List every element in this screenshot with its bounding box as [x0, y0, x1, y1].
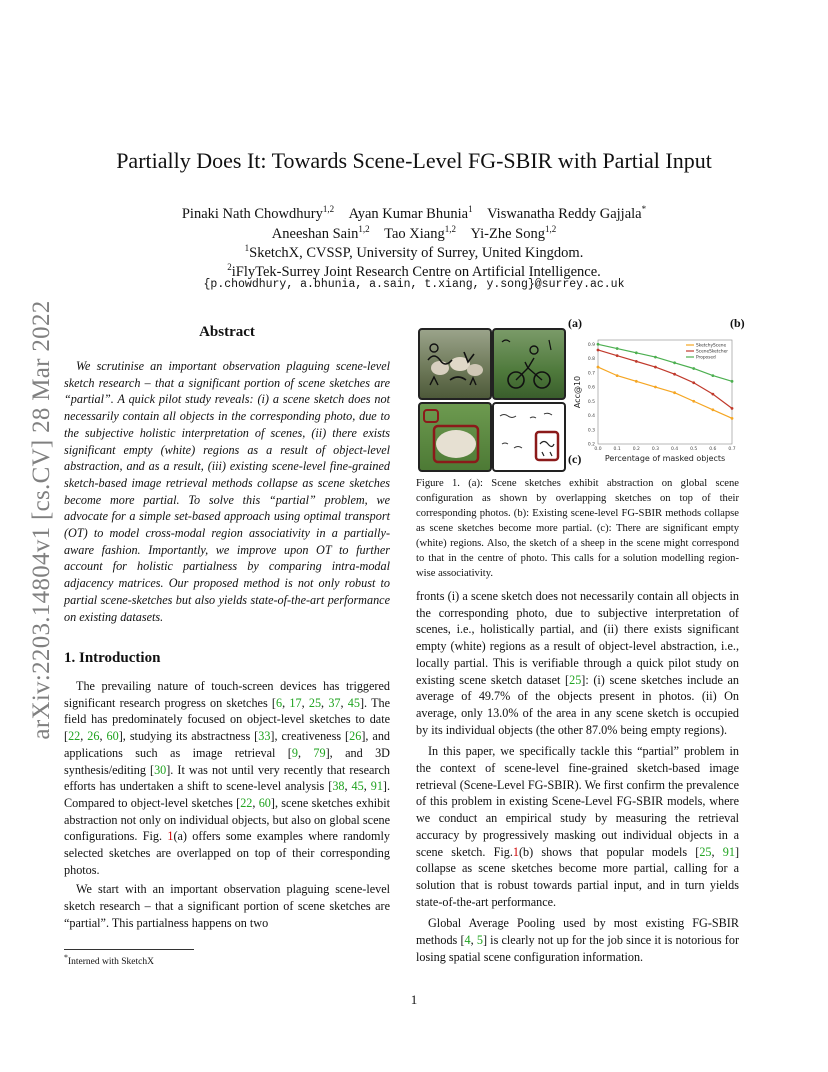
photo-bicycle-overlay	[492, 328, 566, 400]
series-point	[692, 381, 695, 384]
right-paragraph-3: Global Average Pooling used by most existing FG-SBIR methods [4, 5] is clearly not up for the job since it is notorious for losing spatial scene configuration information.	[416, 916, 739, 964]
arxiv-stamp	[22, 280, 62, 760]
citation-link[interactable]: 25	[699, 844, 712, 859]
citation-link[interactable]: 22	[240, 795, 253, 810]
series-point	[673, 373, 676, 376]
citation-link[interactable]: 26	[349, 729, 362, 744]
author-affiliation-mark: 1,2	[544, 224, 557, 234]
arxiv-id: arXiv:2203.14804v1 [cs.CV] 28 Mar 2022	[28, 300, 55, 740]
series-point	[731, 407, 734, 410]
figure-label-b: (b)	[730, 316, 745, 330]
citation-link[interactable]: 30	[154, 762, 167, 777]
citation-link[interactable]: 37	[328, 695, 341, 710]
bicycle-sketch-overlay	[494, 330, 564, 398]
x-tick-label: 0.4	[670, 447, 679, 452]
right-column	[416, 588, 739, 965]
author-affiliation-mark: 1,2	[444, 224, 456, 234]
intro-paragraph-1: The prevailing nature of touch-screen devices has triggered significant research progress on sketches [6, 17, 25, 37, 45]. The field has predominately focused on object-level sketches to date [22, 26, 60], studying its abstractness [33], creativeness [26], and applications such as image retrieval [9, 79], and 3D synthesis/editing [30]. It was not until very recently that research efforts has undertaken a shift to scene-level analysis [38, 45, 91]. Compared to object-level sketches [22, 60], scene sketches exhibit abstraction not only on individual objects, but also on global scene configurations. Fig. 1(a) offers some examples where randomly selected sketches are overlapped on top of their corresponding photos.	[64, 679, 391, 877]
x-axis-label: Percentage of masked objects	[604, 454, 726, 463]
citation-link[interactable]: 26	[87, 729, 100, 744]
footnote-mark: *	[64, 953, 68, 962]
citation-link[interactable]: 6	[276, 695, 283, 710]
citation-link[interactable]: 17	[289, 695, 302, 710]
photo-region-boxes	[420, 404, 490, 470]
sheep-sketch-overlay	[420, 330, 490, 398]
author-name: Aneeshan Sain	[271, 225, 359, 242]
y-tick-label: 0.3	[587, 428, 595, 434]
figure-ref-link[interactable]: 1	[512, 844, 519, 859]
author-affiliation-mark: 1,2	[358, 224, 370, 234]
page-number: 1	[410, 992, 418, 1007]
citation-link[interactable]: 22	[68, 729, 81, 744]
author-affiliation-mark: 1,2	[322, 204, 335, 214]
footnote-text: Interned with SketchX	[67, 957, 154, 968]
series-point	[597, 366, 600, 369]
photo-sheep-field	[418, 402, 492, 472]
photo-sheep-overlay	[418, 328, 492, 400]
series-point	[654, 356, 657, 359]
series-point	[635, 360, 638, 363]
partial-scene-sketch	[492, 402, 566, 472]
series-point	[616, 347, 619, 350]
series-point	[635, 351, 638, 354]
citation-link[interactable]: 91	[370, 779, 383, 794]
citation-link[interactable]: 45	[351, 779, 364, 794]
citation-link[interactable]: 91	[722, 844, 735, 859]
series-point	[731, 380, 734, 383]
series-point	[692, 400, 695, 403]
x-tick-label: 0.0	[594, 447, 602, 452]
abstract-text: We scrutinise an important observation plaguing scene-level sketch research – that a significant portion of scene sketches are “partial”. A quick pilot study reveals: (i) a scene sketch does not necessarily contain all objects in the corresponding photo, due to the subjective holistic interpretation of scenes, (ii) there exists significant empty (white) regions as a result of object-level abstraction, and as a result, (iii) existing scene-level fine-grained sketch-based image retrieval methods collapse as scene sketches become more partial. To solve this “partial” problem, we advocate for a simple set-based approach using optimal transport (OT) to model cross-modal region associativity in a partially-aware fashion. Importantly, we improve upon OT to further account for holistic partialness by comparing intra-modal adjacency matrices. Our proposed method is not only robust to partial scene-sketches but also yields state-of-the-art performance on existing datasets.	[64, 359, 390, 624]
figure-label-a: (a)	[568, 316, 582, 330]
figure-label-c: (c)	[568, 452, 582, 466]
citation-link[interactable]: 9	[291, 745, 298, 760]
citation-link[interactable]: 4	[464, 933, 471, 948]
legend-entry: SketchyScene	[696, 343, 727, 349]
series-point	[597, 343, 600, 346]
figure-1-caption: Figure 1. (a): Scene sketches exhibit abstraction on global scene configuration as shown by overlapping sketches on top of their corresponding photos. (b): Existing scene-level FG-SBIR methods collapse as scene sketches become more partial. (c): There are significant empty (white) regions. Also, the sketch of a sheep in the scene might correspond to that in the centre of photo. This calls for a solution modelling region-wise associativity.	[416, 478, 739, 579]
y-tick-label: 0.6	[587, 385, 595, 391]
citation-link[interactable]: 33	[258, 729, 271, 744]
affiliation-2-text: iFlyTek-Surrey Joint Research Centre on Artificial Intelligence.	[231, 263, 601, 280]
series-point	[731, 417, 734, 420]
footnote-rule	[64, 949, 194, 950]
series-point	[711, 374, 714, 377]
sketch-region-boxes	[494, 404, 564, 470]
citation-link[interactable]: 25	[308, 695, 322, 710]
section-heading-introduction: 1. Introduction	[64, 650, 161, 666]
series-point	[635, 380, 638, 383]
author-name: Yi-Zhe Song	[470, 225, 545, 242]
y-tick-label: 0.4	[587, 414, 595, 420]
right-paragraph-2: In this paper, we specifically tackle this “partial” problem in the context of scene-level fine-grained sketch-based image retrieval (Scene-Level FG-SBIR). We first confirm the prevalence of this problem in existing Scene-Level FG-SBIR models, where we conduct an empirical study by measuring the retrieval accuracy by progressively masking out individual objects in a scene sketch. Fig.1(b) shows that popular models [25, 91] collapse as scene sketches become more partial, calling for a solution that is robust towards partial input, and in turn yields state-of-the-art performance.	[416, 744, 739, 909]
series-point	[616, 374, 619, 377]
y-tick-label: 0.9	[587, 342, 595, 348]
y-axis-label: Acc@10	[573, 375, 582, 409]
figure-1	[418, 316, 745, 470]
x-tick-label: 0.5	[690, 447, 698, 452]
series-point	[616, 354, 619, 357]
citation-link[interactable]: 60	[106, 729, 119, 744]
citation-link[interactable]: 38	[332, 779, 345, 794]
footnote	[64, 953, 154, 967]
citation-link[interactable]: 45	[347, 695, 360, 710]
series-point	[692, 367, 695, 370]
author-emails: {p.chowdhury, a.bhunia, a.sain, t.xiang, y.song}@surrey.ac.uk	[203, 278, 625, 291]
y-tick-label: 0.7	[587, 371, 595, 377]
author-name: Ayan Kumar Bhunia	[348, 205, 469, 222]
intro-paragraph-2: We start with an important observation plaguing scene-level sketch research – that a significant portion of scene sketches are “partial”. This partialness happens on two	[64, 882, 390, 930]
figure-ref-link[interactable]: 1	[167, 829, 174, 844]
series-point	[597, 349, 600, 352]
series-point	[673, 391, 676, 394]
x-tick-label: 0.1	[613, 447, 621, 452]
y-tick-label: 0.5	[587, 399, 595, 405]
y-tick-label: 0.8	[587, 357, 595, 363]
series-point	[711, 393, 714, 396]
author-affiliation-mark: *	[641, 204, 647, 214]
x-tick-label: 0.3	[651, 447, 660, 452]
citation-link[interactable]: 60	[258, 795, 271, 810]
series-point	[654, 386, 657, 389]
intro-column	[64, 678, 390, 932]
series-point	[711, 408, 714, 411]
affiliation-1-text: SketchX, CVSSP, University of Surrey, United Kingdom.	[249, 244, 584, 261]
x-tick-label: 0.7	[728, 447, 736, 452]
x-tick-label: 0.6	[709, 447, 717, 452]
citation-link[interactable]: 5	[476, 933, 483, 948]
abstract-heading: Abstract	[199, 324, 255, 340]
author-name: Tao Xiang	[384, 225, 445, 242]
citation-link[interactable]: 25	[569, 672, 582, 687]
affiliation-2-mark: 2	[227, 262, 232, 272]
citation-link[interactable]: 79	[313, 745, 326, 760]
legend-entry: Proposed	[696, 355, 716, 361]
series-point	[654, 366, 657, 369]
right-paragraph-1: fronts (i) a scene sketch does not necessarily contain all objects in the corresponding photo, due to subjective interpretation of scenes, i.e., holistically partial, and (ii) there exists significant empty (white) regions as a result of object-level abstraction, i.e., locally partial. This is verifiable through a quick pilot study on existing scene sketch dataset [25]: (i) scene sketches include an average of 49.7% of the objects present in photos. (ii) On average, only 13.0% of the area in any scene sketch is occupied by its individual objects (the other 87.0% being empty regions).	[416, 589, 739, 737]
x-tick-label: 0.2	[632, 447, 640, 452]
accuracy-chart	[568, 336, 738, 464]
affiliation-1-mark: 1	[244, 243, 250, 253]
author-name: Pinaki Nath Chowdhury	[181, 205, 323, 222]
legend-entry: SceneSketcher	[696, 349, 728, 355]
author-name: Viswanatha Reddy Gajjala	[487, 205, 642, 222]
author-affiliation-mark: 1	[468, 204, 473, 214]
paper-title: Partially Does It: Towards Scene-Level FG-SBIR with Partial Input	[116, 148, 712, 173]
y-tick-label: 0.2	[587, 442, 595, 448]
series-point	[673, 361, 676, 364]
